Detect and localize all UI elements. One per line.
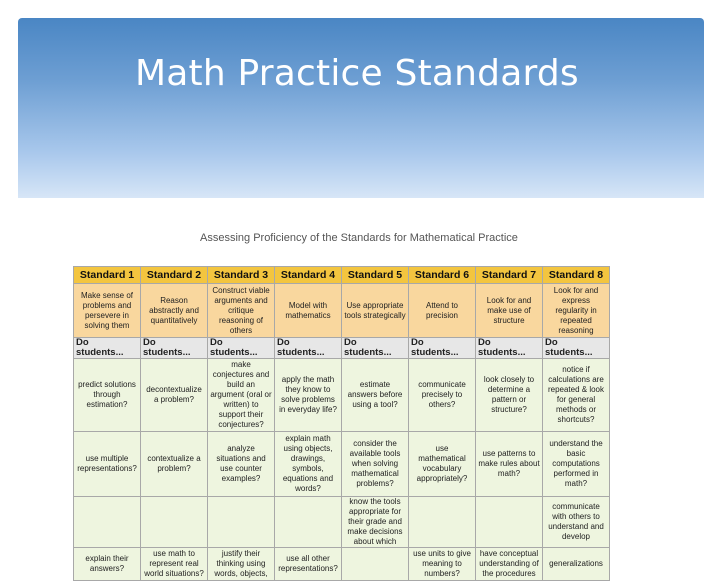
table-cell: use units to give meaning to numbers? (409, 548, 476, 581)
table-cell: Construct viable arguments and critique reasoning of others (208, 284, 275, 338)
table-row (74, 432, 610, 497)
table-cell: use mathematical vocabulary appropriately? (409, 432, 476, 497)
table-cell (342, 548, 409, 581)
table-cell: Do students... (476, 338, 543, 359)
table-cell: make conjectures and build an argument (oral or written) to support their conjectures? (208, 359, 275, 432)
table-cell: analyze situations and use counter examples? (208, 432, 275, 497)
table-cell: justify their thinking using words, objects, (208, 548, 275, 581)
standards-table (73, 266, 610, 581)
slide-header-band (18, 18, 704, 198)
column-header: Standard 5 (342, 267, 409, 284)
document-heading: Assessing Proficiency of the Standards for Mathematical Practice (200, 232, 518, 244)
column-header: Standard 3 (208, 267, 275, 284)
table-cell: explain math using objects, drawings, symbols, equations and words? (275, 432, 342, 497)
table-cell: communicate with others to understand and develop (543, 497, 610, 548)
table-cell: use math to represent real world situations? (141, 548, 208, 581)
table-row-descriptions (74, 284, 610, 338)
table-cell: Make sense of problems and persevere in solving them (74, 284, 141, 338)
table-cell: contextualize a problem? (141, 432, 208, 497)
table-cell: Do students... (208, 338, 275, 359)
table-cell: generalizations (543, 548, 610, 581)
column-header: Standard 8 (543, 267, 610, 284)
table-cell: understand the basic computations performed in math? (543, 432, 610, 497)
column-header: Standard 4 (275, 267, 342, 284)
column-header: Standard 2 (141, 267, 208, 284)
table-cell: Do students... (141, 338, 208, 359)
table-cell: notice if calculations are repeated & look for general methods or shortcuts? (543, 359, 610, 432)
table-cell: Do students... (74, 338, 141, 359)
table-header-row (74, 267, 610, 284)
table-cell: Reason abstractly and quantitatively (141, 284, 208, 338)
table-cell: use all other representations? (275, 548, 342, 581)
table-cell: Use appropriate tools strategically (342, 284, 409, 338)
table-cell: consider the available tools when solving mathematical problems? (342, 432, 409, 497)
table-cell: use patterns to make rules about math? (476, 432, 543, 497)
table-cell: Look for and make use of structure (476, 284, 543, 338)
table-cell: Do students... (275, 338, 342, 359)
slide-title: Math Practice Standards (135, 53, 579, 94)
table-cell: look closely to determine a pattern or structure? (476, 359, 543, 432)
table-cell: Attend to precision (409, 284, 476, 338)
table-cell: Model with mathematics (275, 284, 342, 338)
table-cell: Do students... (342, 338, 409, 359)
table-cell: decontextualize a problem? (141, 359, 208, 432)
table-cell: Look for and express regularity in repeated reasoning (543, 284, 610, 338)
table-cell: estimate answers before using a tool? (342, 359, 409, 432)
table-row (74, 359, 610, 432)
table-cell: use multiple representations? (74, 432, 141, 497)
table-subheader-row (74, 338, 610, 359)
column-header: Standard 1 (74, 267, 141, 284)
table-cell: know the tools appropriate for their grade and make decisions about which (342, 497, 409, 548)
column-header: Standard 6 (409, 267, 476, 284)
table-cell: explain their answers? (74, 548, 141, 581)
table-cell: Do students... (409, 338, 476, 359)
table-cell: Do students... (543, 338, 610, 359)
table-cell: have conceptual understanding of the procedures (476, 548, 543, 581)
column-header: Standard 7 (476, 267, 543, 284)
table-cell: predict solutions through estimation? (74, 359, 141, 432)
table-row (74, 548, 610, 581)
table-cell: apply the math they know to solve problems in everyday life? (275, 359, 342, 432)
table-cell: communicate precisely to others? (409, 359, 476, 432)
